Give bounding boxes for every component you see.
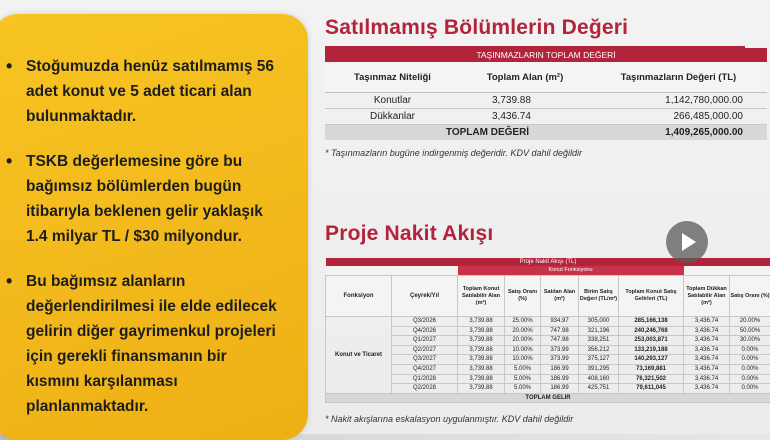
table-cell: 30.00% [730,336,770,346]
table-cell: 321,196 [579,326,619,336]
table-cell: 186.99 [541,364,579,374]
table-cell: 3,739.88 [460,93,590,109]
table-row [325,109,767,125]
table-cell: 3,436.74 [684,374,730,384]
cashflow-table [325,258,770,403]
table-cell: 0.00% [730,345,770,355]
column-header: Toplam Konut Satış Gelirleri (TL) [619,276,684,317]
column-header: Taşınmaz Niteliği [325,62,460,93]
table-row [326,355,770,365]
table-cell: Konutlar [325,93,460,109]
column-header: Fonksiyon [326,276,392,317]
table-cell: 3,436.74 [684,317,730,327]
table-cell: Q2/2028 [392,384,458,394]
table-cell: 747.98 [541,326,579,336]
total-row [326,393,770,403]
table-cell: 20.00% [730,317,770,327]
bullet-item: • Stoğumuzda henüz satılmamış 56 adet konut ve 5 adet ticari alan bulunmaktadır. [6,54,284,129]
column-header: Birim Satış Değeri (TL/m²) [579,276,619,317]
play-icon[interactable] [666,221,708,263]
cashflow-note: * Nakit akışlarına eskalasyon uygulanmıştır. KDV dahil değildir [325,414,573,424]
table-cell: Q3/2026 [392,317,458,327]
table-cell: 3,436.74 [684,336,730,346]
table-cell: 3,436.74 [684,384,730,394]
table-row [325,93,767,109]
total-value: 1,409,265,000.00 [590,125,767,141]
table-row [326,384,770,394]
value-table-header: TAŞINMAZLARIN TOPLAM DEĞERİ [325,48,767,62]
table-row [326,345,770,355]
table-cell: 3,739.88 [458,345,505,355]
table-cell: 3,436.74 [684,364,730,374]
column-header: Taşınmazların Değeri (TL) [590,62,767,93]
table-cell: 253,003,871 [619,336,684,346]
cashflow-table-title: Proje Nakit Akışı (TL) [326,258,770,266]
function-cell: Konut ve Ticaret [326,317,392,394]
table-row [326,317,770,327]
table-cell: Q2/2027 [392,345,458,355]
column-header: Çeyrek/Yıl [392,276,458,317]
table-cell: 356,212 [579,345,619,355]
table-cell: 934.97 [541,317,579,327]
table-cell: 3,739.88 [458,355,505,365]
summary-bullets [6,54,284,439]
table-cell: 3,739.88 [458,364,505,374]
table-cell: 76,321,502 [619,374,684,384]
table-cell: 425,751 [579,384,619,394]
table-cell: 0.00% [730,355,770,365]
table-cell: 10.00% [505,345,541,355]
table-cell: 240,246,768 [619,326,684,336]
cashflow-section-title: Proje Nakit Akışı [325,222,493,246]
table-cell: 375,127 [579,355,619,365]
table-cell: 3,436.74 [684,345,730,355]
table-cell: 20.00% [505,326,541,336]
table-cell: 20.00% [505,336,541,346]
table-cell: 25.00% [505,317,541,327]
table-cell: Q4/2026 [392,326,458,336]
table-cell: 79,611,045 [619,384,684,394]
table-cell: 10.00% [505,355,541,365]
table-cell: 3,739.88 [458,336,505,346]
cashflow-subgroup: Konut Fonksiyonu [458,266,684,276]
table-cell: 373.99 [541,345,579,355]
table-row [326,364,770,374]
column-header: Satılan Alan (m²) [541,276,579,317]
table-cell: Dükkanlar [325,109,460,125]
table-cell: 3,739.88 [458,374,505,384]
table-cell: 5.00% [505,384,541,394]
value-note: * Taşınmazların bugüne indirgenmiş değeridir. KDV dahil değildir [325,148,582,158]
table-cell: 73,169,881 [619,364,684,374]
table-cell: 391,295 [579,364,619,374]
table-cell: 50.00% [730,326,770,336]
table-cell: 140,293,127 [619,355,684,365]
bullet-item: • Bu bağımsız alanların değerlendirilmesi ile elde edilecek gelirin diğer gayrimenkul projeleri için gerekli finansmanın bir kısmını karşılanması planlanmaktadır. [6,269,284,419]
table-cell: 3,436.74 [684,326,730,336]
total-label: TOPLAM DEĞERİ [325,125,590,141]
column-header: Satış Oranı (%) [505,276,541,317]
table-row [326,336,770,346]
table-cell: 5.00% [505,364,541,374]
table-cell: 3,739.88 [458,317,505,327]
value-section-title: Satılmamış Bölümlerin Değeri [325,16,628,40]
table-cell: 133,219,188 [619,345,684,355]
table-cell: 3,436.74 [460,109,590,125]
table-cell: 0.00% [730,364,770,374]
table-cell: 747.98 [541,336,579,346]
table-row [326,374,770,384]
table-cell: 3,436.74 [684,355,730,365]
table-cell: Q3/2027 [392,355,458,365]
column-header: Toplam Dükkan Satılabilir Alan (m²) [684,276,730,317]
table-cell: 338,251 [579,336,619,346]
table-cell: 5.00% [505,374,541,384]
table-cell: 186.99 [541,384,579,394]
column-header: Toplam Alan (m²) [460,62,590,93]
table-cell: 408,160 [579,374,619,384]
table-cell: 186.99 [541,374,579,384]
value-table [325,48,767,140]
table-cell: 0.00% [730,384,770,394]
total-row [325,125,767,141]
cashflow-table-wrap [325,258,770,410]
cashflow-table-body [326,317,770,394]
bullet-item: • TSKB değerlemesine göre bu bağımsız bölümlerden bugün itibarıyla beklenen gelir yaklaşık 1.4 milyar TL / $30 milyondur. [6,149,284,249]
column-header: Satış Oranı (%) [730,276,770,317]
summary-panel [0,14,308,440]
table-cell: Q4/2027 [392,364,458,374]
table-cell: Q1/2027 [392,336,458,346]
total-label: TOPLAM GELİR [326,393,770,403]
table-cell: 0.00% [730,374,770,384]
table-cell: 266,485,000.00 [590,109,767,125]
column-header: Toplam Konut Satılabilir Alan (m²) [458,276,505,317]
table-cell: Q1/2028 [392,374,458,384]
table-row [326,326,770,336]
table-cell: 1,142,780,000.00 [590,93,767,109]
table-cell: 373.99 [541,355,579,365]
table-cell: 3,739.88 [458,326,505,336]
table-cell: 305,000 [579,317,619,327]
table-cell: 3,739.88 [458,384,505,394]
table-cell: 285,166,138 [619,317,684,327]
